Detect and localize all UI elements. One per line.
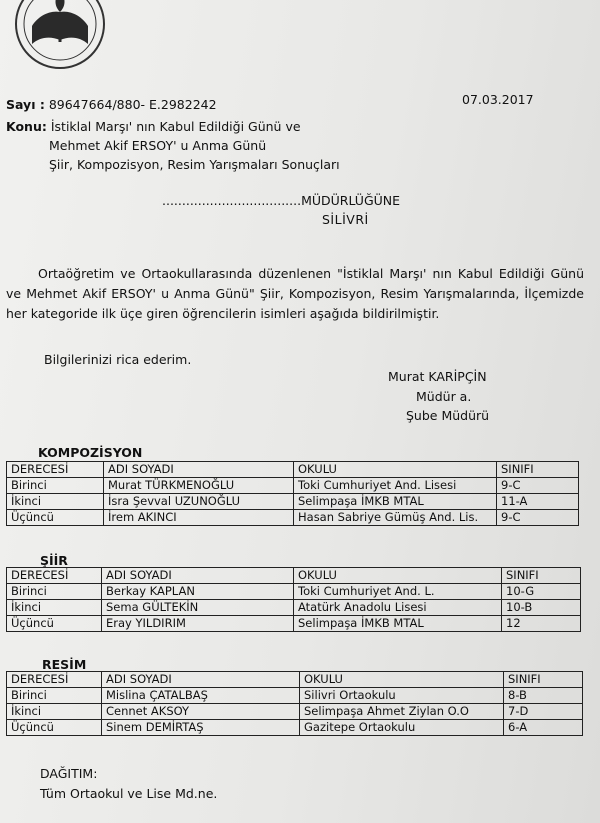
table-cell: Cennet AKSOY <box>102 704 300 720</box>
table-row <box>7 704 583 720</box>
distribution-label: DAĞITIM: <box>40 766 98 781</box>
table-cell: Birinci <box>7 584 102 600</box>
column-header: ADI SOYADI <box>102 672 300 688</box>
table-cell: 10-G <box>502 584 581 600</box>
table-cell: Eray YILDIRIM <box>102 616 294 632</box>
column-header: ADI SOYADI <box>102 568 294 584</box>
table-header-row <box>7 462 579 478</box>
table-cell: 9-C <box>497 510 579 526</box>
table-header-row <box>7 568 581 584</box>
table-cell: İkinci <box>7 494 104 510</box>
table-cell: Mislina ÇATALBAŞ <box>102 688 300 704</box>
column-header: SINIFI <box>497 462 579 478</box>
recipient-line: ...................................MÜDÜRLÜĞÜNE <box>162 193 401 208</box>
table-cell: Selimpaşa İMKB MTAL <box>294 616 502 632</box>
konu-line-1: İstiklal Marşı' nın Kabul Edildiği Günü ve <box>50 119 301 134</box>
body-paragraph: Ortaöğretim ve Ortaokullarasında düzenlenen "İstiklal Marşı' nın Kabul Edildiği Günü ve Mehmet Akif ERSOY' u Anma Günü" Şiir, Kompozisyon, Resim Yarışmalarında, İlçemizde her kategoride ilk üçe giren öğrencilerin isimleri aşağıda bildirilmiştir. <box>6 266 584 321</box>
table-row <box>7 510 579 526</box>
table-cell: Hasan Sabriye Gümüş And. Lis. <box>294 510 497 526</box>
recipient-city: SİLİVRİ <box>322 212 369 227</box>
document-date: 07.03.2017 <box>462 92 534 107</box>
table-cell: Üçüncü <box>7 720 102 736</box>
table-cell: 8-B <box>504 688 583 704</box>
table-cell: 7-D <box>504 704 583 720</box>
column-header: DERECESİ <box>7 672 102 688</box>
table-cell: Selimpaşa Ahmet Ziylan O.O <box>300 704 504 720</box>
table-cell: 12 <box>502 616 581 632</box>
column-header: OKULU <box>300 672 504 688</box>
table-cell: Toki Cumhuriyet And. Lisesi <box>294 478 497 494</box>
table-row <box>7 616 581 632</box>
table-cell: Murat TÜRKMENOĞLU <box>104 478 294 494</box>
table-cell: İkinci <box>7 704 102 720</box>
table-cell: Gazitepe Ortaokulu <box>300 720 504 736</box>
table-cell: Üçüncü <box>7 510 104 526</box>
table-cell: Atatürk Anadolu Lisesi <box>294 600 502 616</box>
column-header: DERECESİ <box>7 568 102 584</box>
table-cell: 6-A <box>504 720 583 736</box>
table-cell: Sema GÜLTEKİN <box>102 600 294 616</box>
column-header: SINIFI <box>502 568 581 584</box>
signatory-department: Şube Müdürü <box>406 408 490 423</box>
section-title-siir: ŞİİR <box>40 553 68 568</box>
column-header: SINIFI <box>504 672 583 688</box>
results-table-resim <box>6 671 583 736</box>
reference-number <box>6 97 217 112</box>
table-row <box>7 494 579 510</box>
konu-line-2: Mehmet Akif ERSOY' u Anma Günü <box>49 138 267 153</box>
table-cell: Üçüncü <box>7 616 102 632</box>
table-cell: İsra Şevval UZUNOĞLU <box>104 494 294 510</box>
table-row <box>7 600 581 616</box>
table-cell: Toki Cumhuriyet And. L. <box>294 584 502 600</box>
konu-label: Konu: <box>6 119 47 134</box>
table-cell: 11-A <box>497 494 579 510</box>
table-row <box>7 720 583 736</box>
section-title-kompozisyon: KOMPOZİSYON <box>38 445 143 460</box>
table-cell: İrem AKINCI <box>104 510 294 526</box>
sayi-value: 89647664/880- E.2982242 <box>48 97 217 112</box>
table-cell: Silivri Ortaokulu <box>300 688 504 704</box>
table-row <box>7 584 581 600</box>
column-header: OKULU <box>294 462 497 478</box>
column-header: OKULU <box>294 568 502 584</box>
table-cell: Birinci <box>7 688 102 704</box>
table-row <box>7 688 583 704</box>
table-cell: 9-C <box>497 478 579 494</box>
results-table-siir <box>6 567 581 632</box>
ministry-logo <box>10 0 110 72</box>
table-header-row <box>7 672 583 688</box>
table-cell: Selimpaşa İMKB MTAL <box>294 494 497 510</box>
table-cell: 10-B <box>502 600 581 616</box>
table-cell: Berkay KAPLAN <box>102 584 294 600</box>
distribution-value: Tüm Ortaokul ve Lise Md.ne. <box>40 786 218 801</box>
table-row <box>7 478 579 494</box>
sayi-label: Sayı : <box>6 97 45 112</box>
table-cell: İkinci <box>7 600 102 616</box>
signatory-title: Müdür a. <box>416 389 472 404</box>
table-cell: Birinci <box>7 478 104 494</box>
table-cell: Sinem DEMİRTAŞ <box>102 720 300 736</box>
closing-line: Bilgilerinizi rica ederim. <box>44 352 192 367</box>
subject <box>6 117 340 174</box>
konu-line-3: Şiir, Kompozisyon, Resim Yarışmaları Sonuçları <box>49 157 340 172</box>
column-header: DERECESİ <box>7 462 104 478</box>
section-title-resim: RESİM <box>42 657 87 672</box>
column-header: ADI SOYADI <box>104 462 294 478</box>
results-table-kompozisyon <box>6 461 579 526</box>
signatory-name: Murat KARİPÇİN <box>388 369 487 384</box>
